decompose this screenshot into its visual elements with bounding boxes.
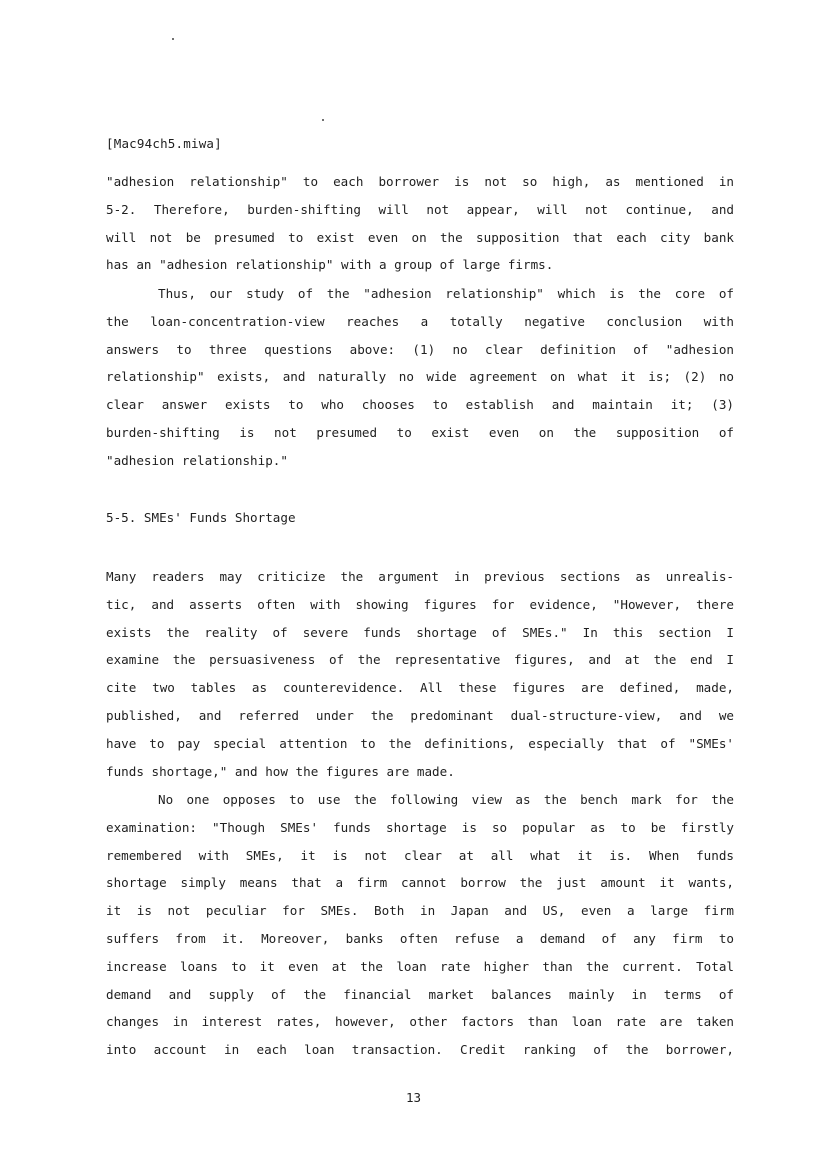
page-number: 13 bbox=[405, 1090, 422, 1105]
text-line: funds shortage," and how the figures are made. bbox=[106, 763, 455, 779]
text-line: 5-2. Therefore, burden-shifting will not appear, will not continue, and bbox=[106, 201, 734, 217]
document-header-code: [Mac94ch5.miwa] bbox=[106, 136, 222, 151]
section-heading: 5-5. SMEs' Funds Shortage bbox=[106, 510, 296, 525]
text-line: shortage simply means that a firm cannot borrow the just amount it wants, bbox=[106, 875, 734, 891]
text-line: "adhesion relationship." bbox=[106, 452, 288, 468]
text-line: tic, and asserts often with showing figures for evidence, "However, there bbox=[106, 596, 734, 612]
text-line: Thus, our study of the "adhesion relationship" which is the core of bbox=[158, 286, 734, 301]
text-line: cite two tables as counterevidence. All these figures are defined, made, bbox=[106, 680, 734, 696]
paragraph-1 bbox=[106, 168, 734, 279]
text-line: into account in each loan transaction. Credit ranking of the borrower, bbox=[106, 1042, 734, 1058]
text-line: No one opposes to use the following view as the bench mark for the bbox=[158, 792, 734, 807]
text-line: will not be presumed to exist even on the supposition that each city bank bbox=[106, 229, 734, 245]
text-line: demand and supply of the financial market balances mainly in terms of bbox=[106, 986, 734, 1002]
text-line: have to pay special attention to the definitions, especially that of "SMEs' bbox=[106, 735, 734, 751]
text-line: "adhesion relationship" to each borrower is not so high, as mentioned in bbox=[106, 174, 734, 189]
text-line: it is not peculiar for SMEs. Both in Japan and US, even a large firm bbox=[106, 903, 734, 919]
text-line: clear answer exists to who chooses to establish and maintain it; (3) bbox=[106, 397, 734, 413]
text-line: remembered with SMEs, it is not clear at all what it is. When funds bbox=[106, 847, 734, 863]
text-line: has an "adhesion relationship" with a group of large firms. bbox=[106, 257, 554, 273]
text-line: burden-shifting is not presumed to exist even on the supposition of bbox=[106, 424, 734, 440]
text-line: changes in interest rates, however, other factors than loan rate are taken bbox=[106, 1014, 734, 1030]
paragraph-4 bbox=[106, 786, 734, 1064]
paragraph-3 bbox=[106, 563, 734, 785]
text-line: exists the reality of severe funds shortage of SMEs." In this section I bbox=[106, 624, 734, 640]
text-line: relationship" exists, and naturally no wide agreement on what it is; (2) no bbox=[106, 369, 734, 385]
paragraph-2 bbox=[106, 280, 734, 475]
text-line: examine the persuasiveness of the representative figures, and at the end I bbox=[106, 652, 734, 668]
text-line: answers to three questions above: (1) no clear definition of "adhesion bbox=[106, 341, 734, 357]
text-line: Many readers may criticize the argument in previous sections as unrealis- bbox=[106, 569, 734, 584]
scan-speck bbox=[322, 119, 324, 121]
text-line: published, and referred under the predominant dual-structure-view, and we bbox=[106, 707, 734, 723]
text-line: suffers from it. Moreover, banks often refuse a demand of any firm to bbox=[106, 930, 734, 946]
text-line: increase loans to it even at the loan rate higher than the current. Total bbox=[106, 958, 734, 974]
text-line: the loan-concentration-view reaches a totally negative conclusion with bbox=[106, 313, 734, 329]
text-line: examination: "Though SMEs' funds shortage is so popular as to be firstly bbox=[106, 819, 734, 835]
scan-speck bbox=[172, 38, 174, 40]
